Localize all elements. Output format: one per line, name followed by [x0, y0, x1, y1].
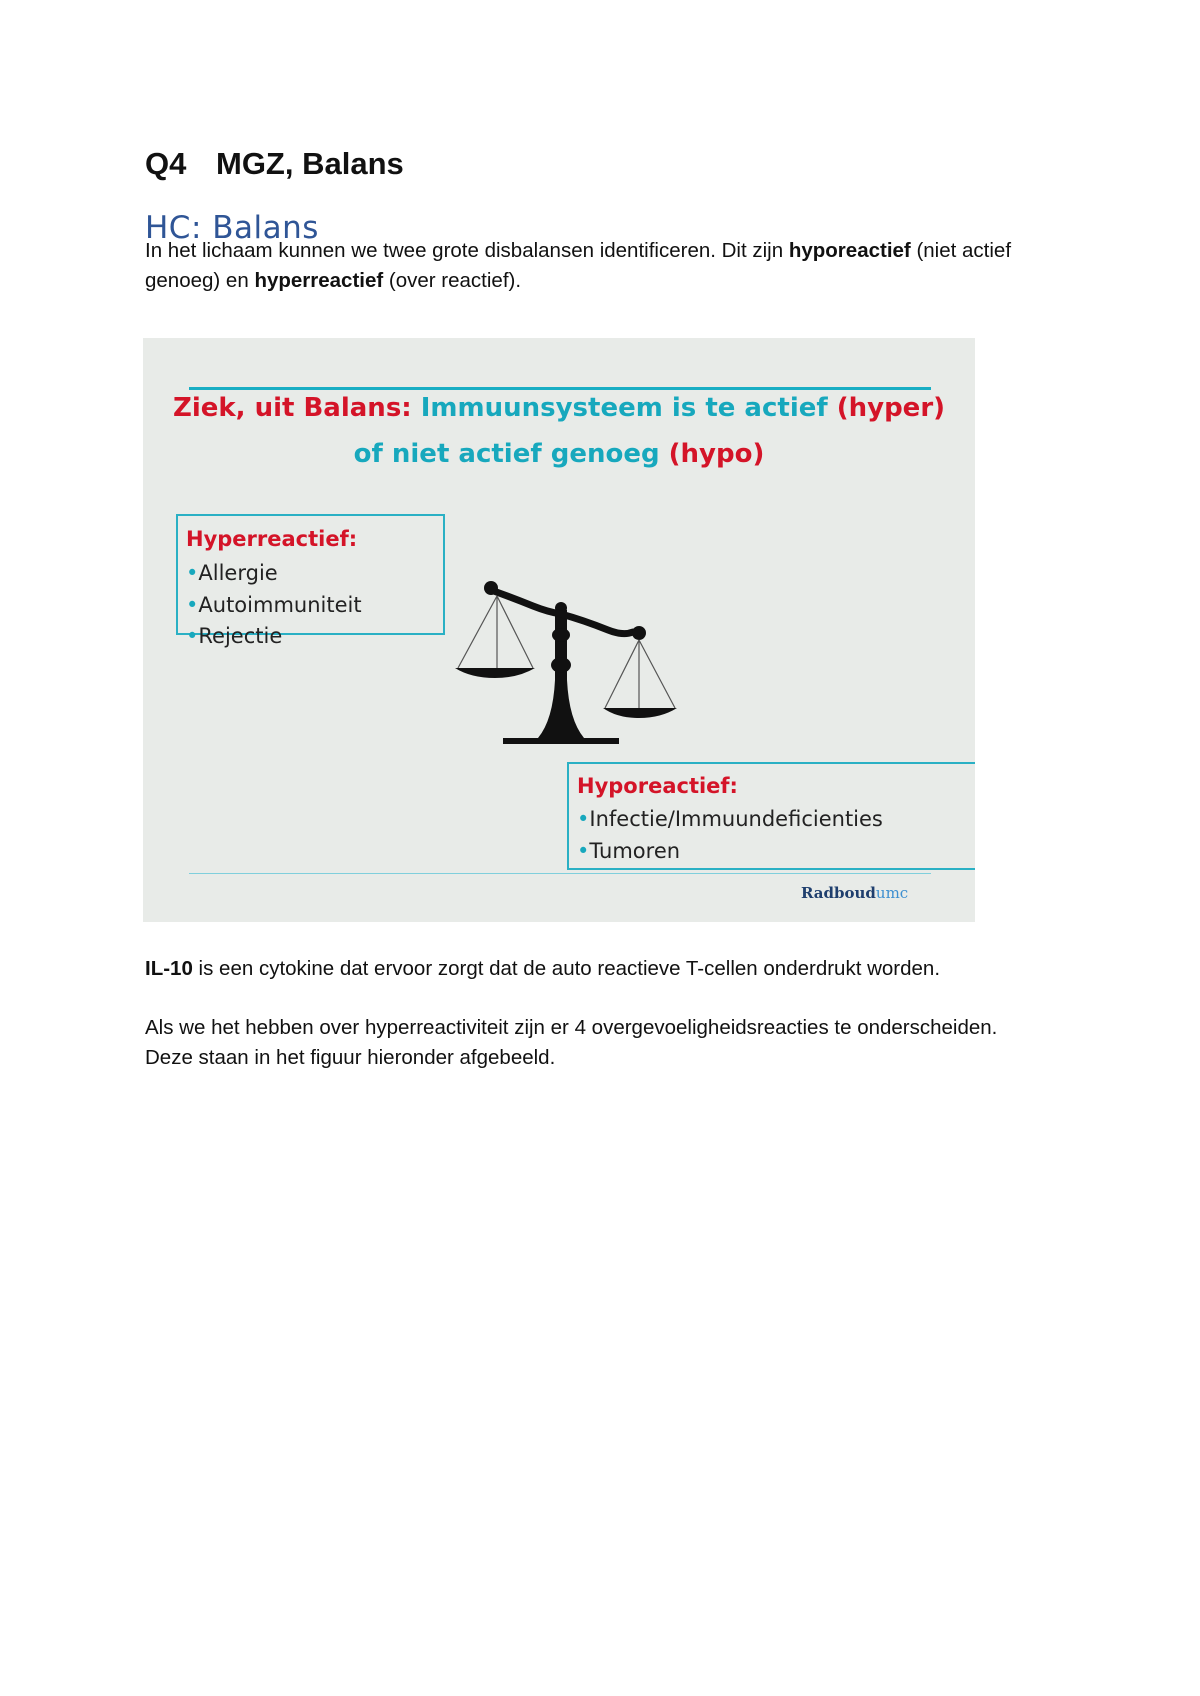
hyper-item-label: Autoimmuniteit — [198, 593, 362, 617]
slide-title2-red: (hypo) — [668, 439, 765, 469]
page-heading — [145, 146, 404, 182]
slide-title-teal: Immuunsysteem is te actief — [420, 393, 837, 423]
hyperreactivity-paragraph: Als we het hebben over hyperreactiviteit zijn er 4 overgevoeligheidsreacties te onderscheiden. Deze staan in het figuur hieronder afgebeeld. — [145, 1016, 998, 1069]
hyperreactive-box — [176, 514, 445, 648]
bullet-icon: • — [186, 593, 199, 617]
hyporeactive-box-title: Hyporeactief: — [577, 774, 738, 798]
slide-title-line-2 — [143, 439, 975, 469]
section-heading: HC: Balans — [145, 210, 319, 246]
radboudumc-logo — [801, 884, 908, 902]
bullet-icon: • — [577, 807, 590, 831]
slide-title-red-b: (hyper) — [836, 393, 946, 423]
slide-title-line-1 — [143, 393, 975, 423]
balance-scale-icon — [443, 570, 703, 760]
logo-part-1: Radboud — [801, 884, 876, 902]
slide-top-rule — [189, 387, 931, 390]
hypo-item-label: Tumoren — [589, 839, 681, 863]
hyperreactive-box-title: Hyperreactief: — [186, 527, 358, 551]
balance-slide-figure — [143, 338, 975, 922]
il10-text: is een cytokine dat ervoor zorgt dat de auto reactieve T-cellen onderdrukt worden. — [192, 957, 941, 980]
slide-bottom-rule — [189, 873, 931, 874]
hyper-item-label: Rejectie — [198, 624, 283, 648]
hypo-item — [577, 839, 680, 863]
il10-bold: IL-10 — [145, 957, 193, 980]
hyporeactive-box — [567, 762, 975, 870]
page-heading-code: Q4 — [145, 146, 187, 181]
bullet-icon: • — [577, 839, 590, 863]
intro-bold-hyperreactief: hyperreactief — [254, 269, 384, 292]
intro-bold-hyporeactief: hyporeactief — [788, 239, 911, 262]
hyper-item-label: Allergie — [198, 561, 278, 585]
intro-text-3: (over reactief). — [383, 269, 522, 292]
bullet-icon: • — [186, 624, 199, 648]
hyper-item — [186, 561, 278, 585]
hypo-item-label: Infectie/Immuundeficienties — [589, 807, 883, 831]
slide-title-red-a: Ziek, uit Balans: — [172, 393, 421, 423]
slide-title2-teal: of niet actief genoeg — [353, 439, 669, 469]
page-heading-title: MGZ, Balans — [216, 146, 404, 181]
intro-text-1: In het lichaam kunnen we twee grote disbalansen identificeren. Dit zijn — [145, 239, 789, 262]
intro-paragraph — [145, 236, 1045, 296]
hypo-item — [577, 807, 883, 831]
logo-part-2: umc — [875, 884, 909, 902]
bullet-icon: • — [186, 561, 199, 585]
hyper-item — [186, 624, 282, 648]
il10-paragraph — [145, 954, 1045, 984]
intro-text-2: (niet actief genoeg) en — [145, 239, 1012, 292]
hyper-item — [186, 593, 362, 617]
